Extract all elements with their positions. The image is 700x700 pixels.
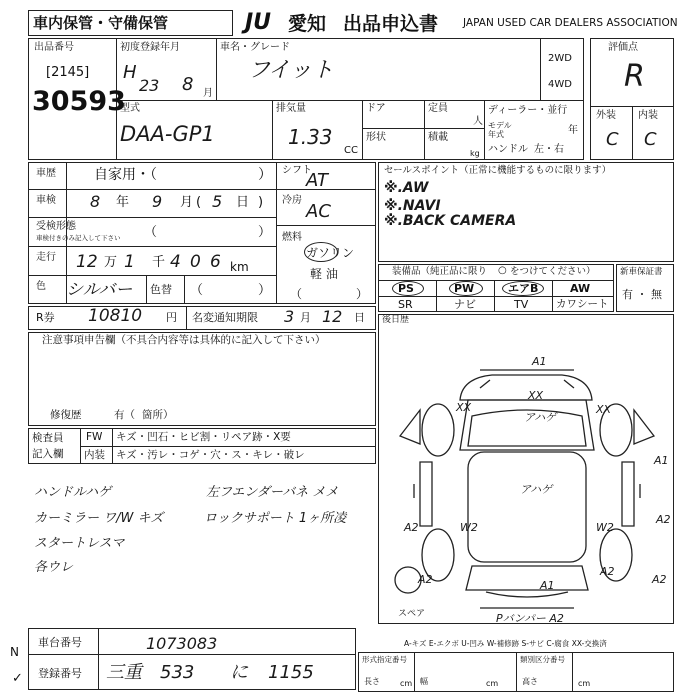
dims-height: 高さ [522, 677, 538, 686]
equipment-label: 装備品（純正品に限り [392, 266, 488, 277]
mark-a2-left: A2 [404, 521, 419, 534]
shape-label: 形状 [366, 132, 386, 143]
association-name: JAPAN USED CAR DEALERS ASSOCIATION [463, 17, 678, 29]
drive-2wd: 2WD [548, 53, 572, 64]
plate-label: 登録番号 [38, 667, 82, 680]
form-title: 出品申込書 [343, 13, 439, 35]
registration-label: 初度登録年月 [120, 42, 180, 53]
equip-ps: PS [398, 282, 414, 295]
mark-a2-right: A2 [656, 513, 671, 526]
lot-label: 出品番号 [34, 42, 74, 53]
lot-number: 30593 [32, 86, 126, 117]
org-name: 愛知 [288, 13, 327, 35]
model-year-label2: 年式 [488, 130, 504, 139]
registration-era: H [123, 62, 137, 83]
mileage-u1: 万 [104, 255, 118, 270]
mark-ahage-top: アハゲ [524, 411, 557, 424]
acceptance-open: （ [144, 225, 158, 240]
dims-length-unit: cm [400, 679, 413, 688]
lot-small-number: [2145] [46, 65, 90, 80]
equip-sr: SR [398, 298, 413, 311]
mark-xx-mid: XX [528, 389, 544, 402]
sales-point-2: ※.NAVI [384, 198, 441, 214]
tax-month-unit: 月 [300, 311, 311, 324]
guarantee-value: 有 ・ 無 [622, 288, 662, 301]
plate-class: 533 [160, 662, 195, 683]
shift-value: AT [306, 170, 328, 191]
capacity-label: 定員 [428, 103, 448, 114]
equip-airbag: エアB [508, 282, 539, 295]
color-code-label: 色替 [150, 283, 172, 296]
tax-month: 3 [284, 307, 295, 326]
inspector-label2: 記入欄 [32, 448, 64, 460]
year-unit: 年 [568, 125, 578, 136]
load-unit: kg [470, 149, 480, 158]
inspection-year-unit: 年 [116, 195, 130, 210]
note-2: カーミラー ワ/W キズ [34, 511, 164, 526]
airbag-circle [502, 281, 544, 296]
repair-close: 箇所） [142, 409, 174, 421]
equip-leather: カワシート [556, 298, 609, 310]
mileage-v4: 0 [190, 252, 201, 272]
fuel-label: 燃料 [282, 232, 302, 243]
color-value: シルバー [66, 280, 133, 300]
mark-a1-bottom: A1 [540, 579, 555, 592]
note-1: ハンドルハゲ [34, 485, 112, 500]
plate-region: 三重 [106, 662, 142, 683]
spare-label: スペア [398, 609, 426, 619]
dealer-label: ディーラー・並行 [488, 105, 568, 116]
acceptance-sub: 車検付きのみ記入して下さい [36, 234, 121, 242]
mark-w2-right: W2 [596, 521, 614, 534]
dims-width: 幅 [420, 677, 428, 686]
exterior-label: 外装 [596, 110, 616, 121]
recycle-value: 10810 [88, 306, 143, 326]
mark-xx-left: XX [456, 401, 472, 414]
inspection-day-unit: 日 [236, 195, 250, 210]
model-label: 車名・グレード [220, 42, 290, 53]
recycle-unit: 円 [166, 311, 177, 324]
equip-aw: AW [570, 282, 591, 295]
sales-point-1: ※.AW [384, 180, 429, 196]
registration-year: 23 [139, 76, 160, 95]
mark-a2-far: A2 [652, 573, 667, 586]
note-4: 各ウレ [34, 560, 74, 575]
inspector-row1-items: キズ・凹石・ヒビ割・リペア跡・X要 [116, 431, 291, 443]
type-label: 型式 [120, 103, 140, 114]
history-value: 自家用・（ [94, 167, 157, 183]
mark-a1-top: A1 [532, 355, 547, 368]
margin-mark-check: ✓ [12, 671, 23, 686]
inspector-row1-head: FW [86, 431, 103, 443]
mileage-v5: 6 [210, 252, 221, 272]
cooling-value: AC [306, 201, 331, 222]
exterior-grade: C [606, 129, 619, 150]
history-close: ） [258, 167, 272, 183]
sales-points-label: セールスポイント（正常に機能するものに限ります） [384, 165, 612, 176]
fuel-diesel: 軽 油 [310, 267, 338, 281]
model-year-label: モデル [488, 121, 512, 130]
registration-month: 8 [182, 74, 194, 95]
history-label: 車歴 [36, 168, 56, 179]
ju-logo: JU [245, 10, 272, 35]
acceptance-label: 受検形態 [36, 221, 76, 232]
chassis-value: 1073083 [146, 634, 218, 653]
color-open: （ [190, 283, 204, 298]
doors-label: ドア [366, 103, 386, 114]
dims-length: 長さ [364, 677, 380, 686]
equipment-label2: をつけてください） [510, 266, 596, 277]
equip-pw: PW [454, 282, 475, 295]
storage-stamp: 車内保管・守備保管 [28, 10, 233, 36]
mark-w2-mid: W2 [460, 521, 478, 534]
inspection-month-unit: 月 [180, 195, 194, 210]
inspection-year: 8 [90, 192, 101, 211]
inspector-row2-head: 内装 [84, 449, 105, 461]
inspection-day: 5 [212, 192, 223, 211]
registration-month-unit: 月 [203, 88, 213, 99]
dims-label1: 形式指定番号 [362, 655, 407, 664]
inspector-row2-items: キズ・汚レ・コゲ・穴・ス・キレ・破レ [116, 449, 305, 461]
plate-kana: に [230, 662, 248, 683]
mark-ahage-mid: アハゲ [520, 483, 553, 496]
inspection-label: 車検 [36, 195, 56, 206]
fuel-open: （ [290, 287, 303, 301]
mileage-u2: 千 [152, 255, 166, 270]
guarantee-label: 新車保証書 [620, 267, 663, 277]
model-name: フイット [248, 58, 334, 83]
inspection-day-close: ) [258, 195, 264, 210]
plate-number: 1155 [268, 662, 314, 683]
displacement-unit: CC [344, 145, 358, 156]
type-value: DAA-GP1 [120, 122, 215, 146]
displacement-value: 1.33 [288, 125, 333, 149]
tax-day: 12 [322, 307, 343, 326]
notes-label: 注意事項申告欄（不具合内容等は具体的に記入して下さい） [42, 334, 326, 346]
color-close: ） [258, 283, 272, 298]
pw-circle [449, 281, 483, 296]
handle-label: ハンドル [488, 144, 528, 155]
displacement-label: 排気量 [276, 103, 306, 114]
tax-label: 名変通知期限 [192, 311, 258, 324]
damage-legend: A-キズ E-エクボ U-凹み W-補修跡 S-サビ C-腐食 XX-交換済 [404, 639, 607, 648]
tax-day-unit: 日 [354, 311, 365, 324]
dims-width-unit: cm [486, 679, 499, 688]
gasoline-circle [304, 242, 338, 262]
inspector-label: 検査員 [32, 432, 64, 444]
inspection-month: 9 [152, 192, 163, 211]
ps-circle [392, 281, 424, 296]
equipment-circle-symbol: ○ [498, 265, 507, 276]
rear-label: 後日歴 [382, 315, 410, 325]
margin-mark-n: N [10, 645, 19, 659]
mileage-v1: 12 [76, 252, 98, 272]
mileage-v3: 4 [170, 252, 181, 272]
mark-xx-right: XX [596, 403, 612, 416]
grade-value: R [624, 59, 645, 94]
mark-a1-right: A1 [654, 454, 669, 467]
mileage-unit: km [230, 260, 249, 274]
fuel-gasoline: ガソリン [306, 246, 355, 260]
recycle-label: R券 [36, 311, 55, 324]
note-3: スタートレスマ [34, 536, 125, 551]
repair-label: 修復歴 [50, 409, 82, 421]
repair-value: 有（ [114, 409, 135, 421]
sales-point-3: ※.BACK CAMERA [384, 213, 517, 229]
load-label: 積載 [428, 132, 448, 143]
mileage-label: 走行 [36, 252, 56, 263]
handle-options: 左・右 [534, 144, 564, 155]
interior-grade: C [644, 129, 657, 150]
rear-bumper-note: Pバンパー A2 [496, 612, 564, 625]
grade-label: 評価点 [608, 42, 638, 53]
fuel-close: ） [356, 287, 369, 301]
equip-tv: TV [514, 298, 529, 311]
acceptance-close: ） [258, 225, 272, 240]
shift-label: シフト [282, 165, 312, 176]
dims-label2: 類別区分番号 [520, 655, 565, 664]
cooling-label: 冷房 [282, 195, 302, 206]
color-label: 色 [36, 281, 46, 292]
inspection-day-open: ( [196, 195, 202, 210]
chassis-label: 車台番号 [38, 636, 82, 649]
dims-height-unit: cm [578, 679, 591, 688]
note-right-2: ロックサポート 1ヶ所凌 [204, 511, 347, 526]
mark-a2-bottom: A2 [600, 565, 615, 578]
note-right-1: 左フエンダーバネ メメ [206, 485, 339, 500]
interior-label: 内装 [638, 110, 658, 121]
drive-4wd: 4WD [548, 79, 572, 90]
equip-navi: ナビ [454, 298, 476, 311]
mileage-v2: 1 [124, 252, 135, 272]
mark-a1-left-low: A2 [418, 573, 433, 586]
capacity-unit: 人 [473, 116, 483, 127]
